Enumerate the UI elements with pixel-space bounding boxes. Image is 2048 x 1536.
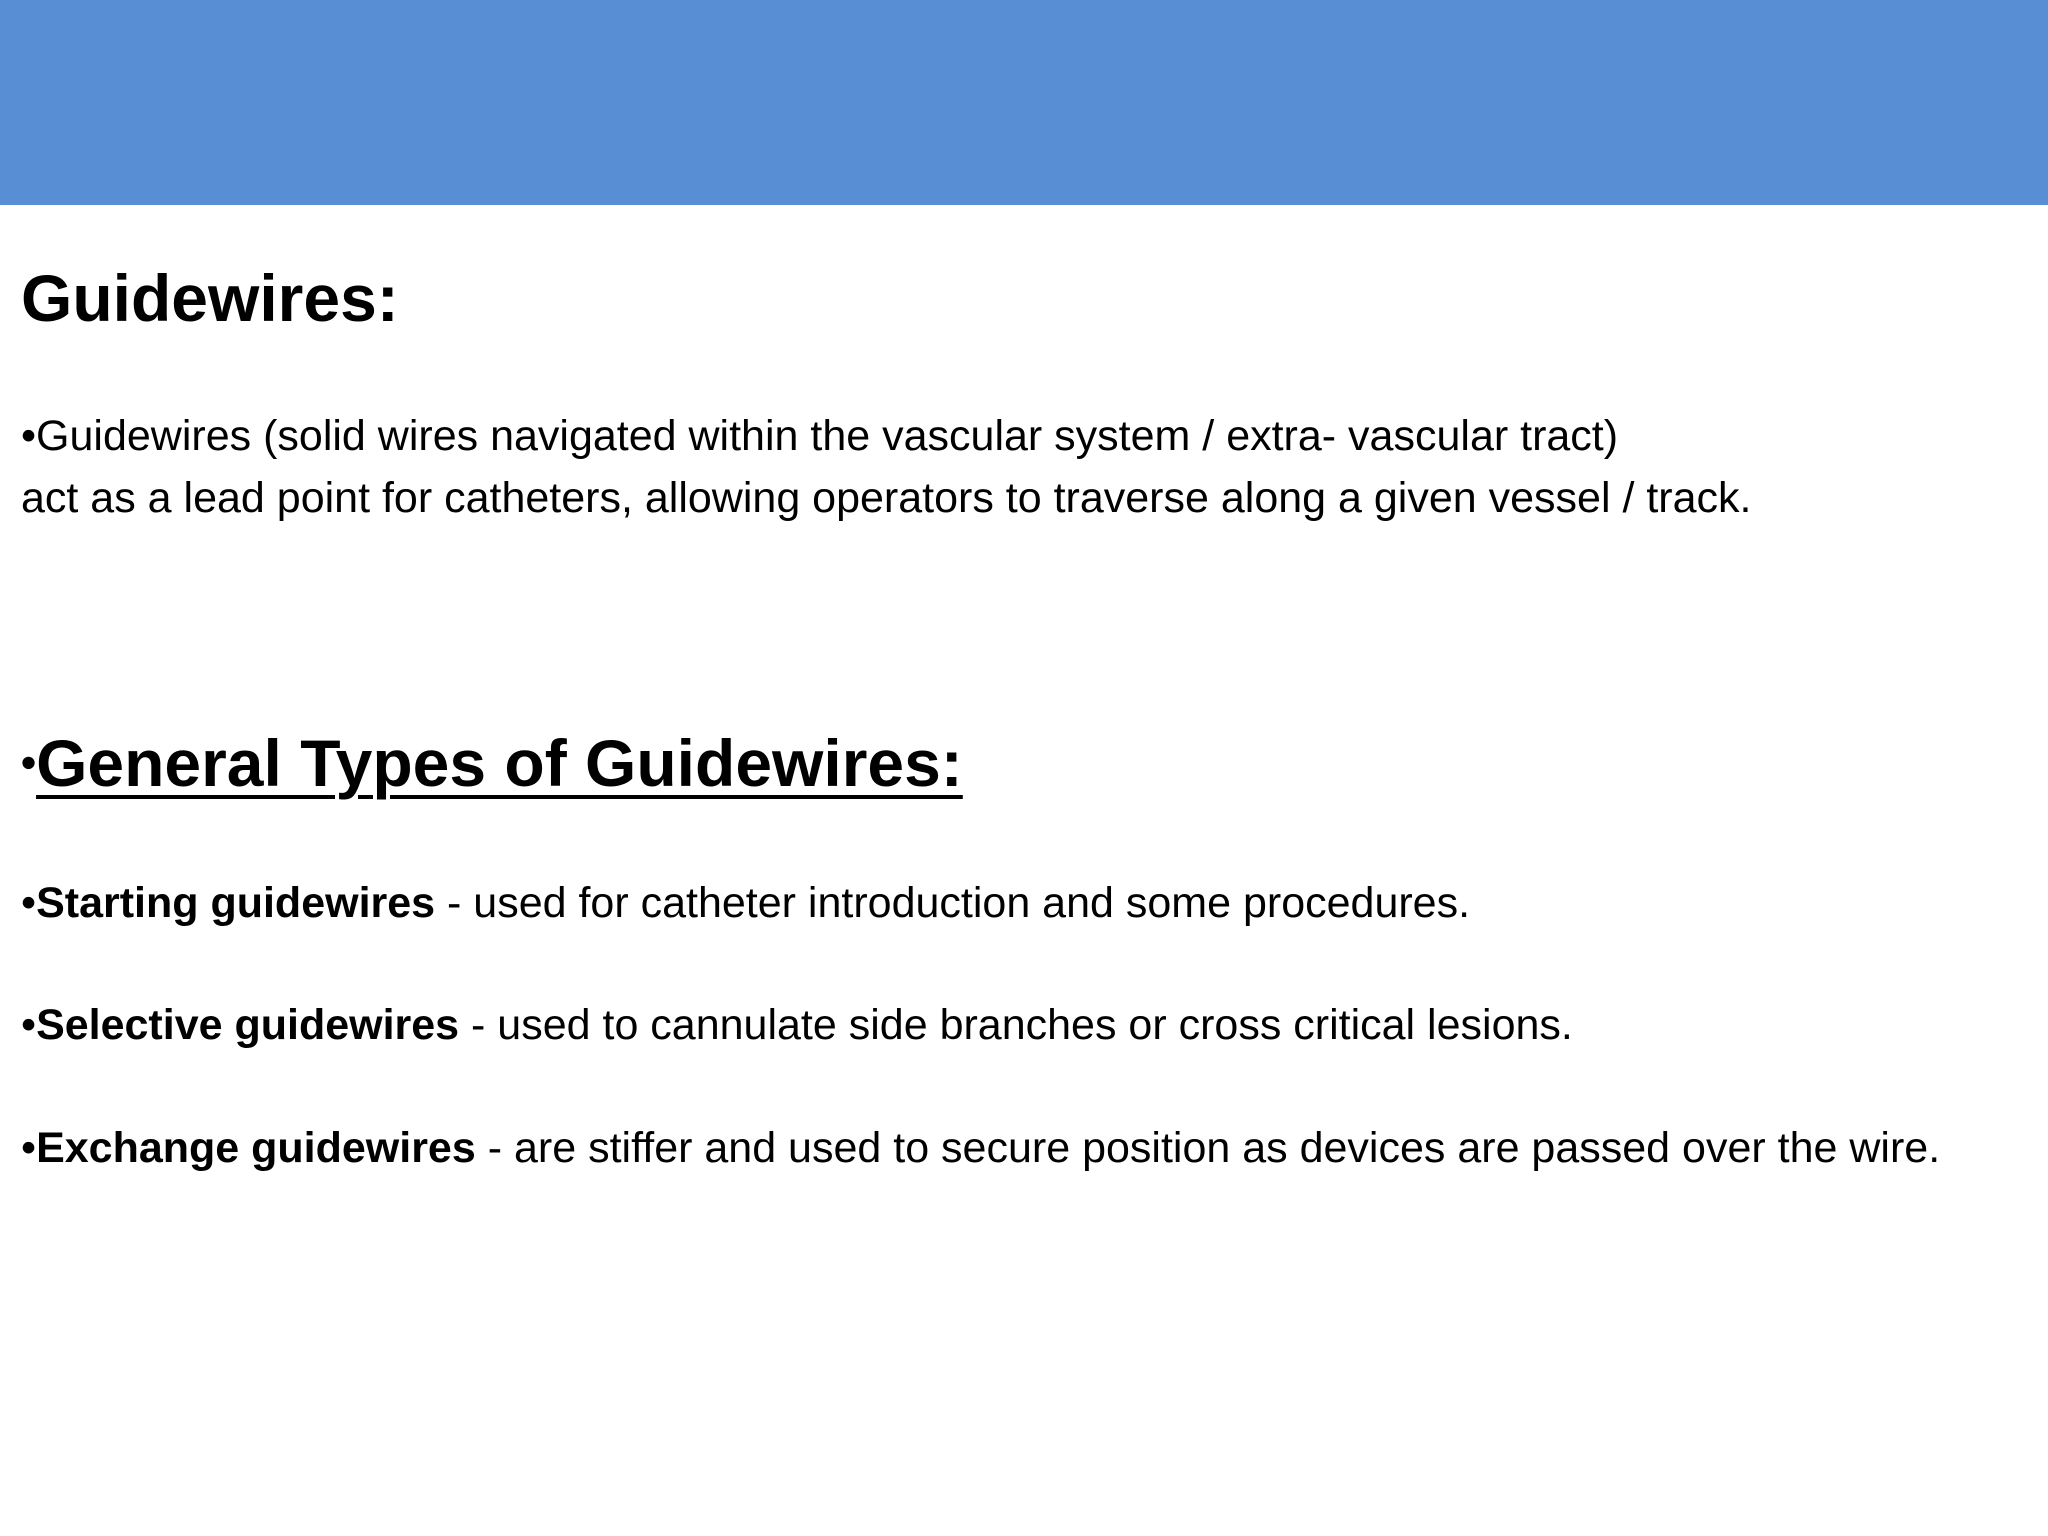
type-term: Exchange guidewires [36, 1124, 476, 1172]
intro-paragraph [21, 405, 2011, 529]
bullet: • [21, 738, 37, 787]
header-band [0, 0, 2048, 205]
type-description: - used to cannulate side branches or cross critical lesions. [459, 1001, 1573, 1049]
intro-line-2: act as a lead point for catheters, allowing operators to traverse along a given vessel / track. [21, 474, 1752, 522]
guidewire-type-starting [21, 872, 2011, 934]
slide-title: Guidewires: [21, 261, 399, 335]
bullet: • [21, 1124, 37, 1172]
bullet: • [21, 879, 37, 927]
type-term: Starting guidewires [36, 879, 436, 927]
bullet: • [21, 1001, 37, 1049]
section-heading [21, 718, 963, 814]
type-term: Selective guidewires [36, 1001, 460, 1049]
type-description: - are stiffer and used to secure position as devices are passed over the wire. [475, 1124, 1941, 1172]
type-description: - used for catheter introduction and some procedures. [435, 879, 1471, 927]
guidewire-type-selective [21, 994, 2011, 1056]
guidewire-type-exchange [21, 1117, 2011, 1179]
intro-line-1: •Guidewires (solid wires navigated within the vascular system / extra- vascular tract) [21, 412, 1619, 460]
section-heading-text: General Types of Guidewires: [36, 726, 963, 800]
